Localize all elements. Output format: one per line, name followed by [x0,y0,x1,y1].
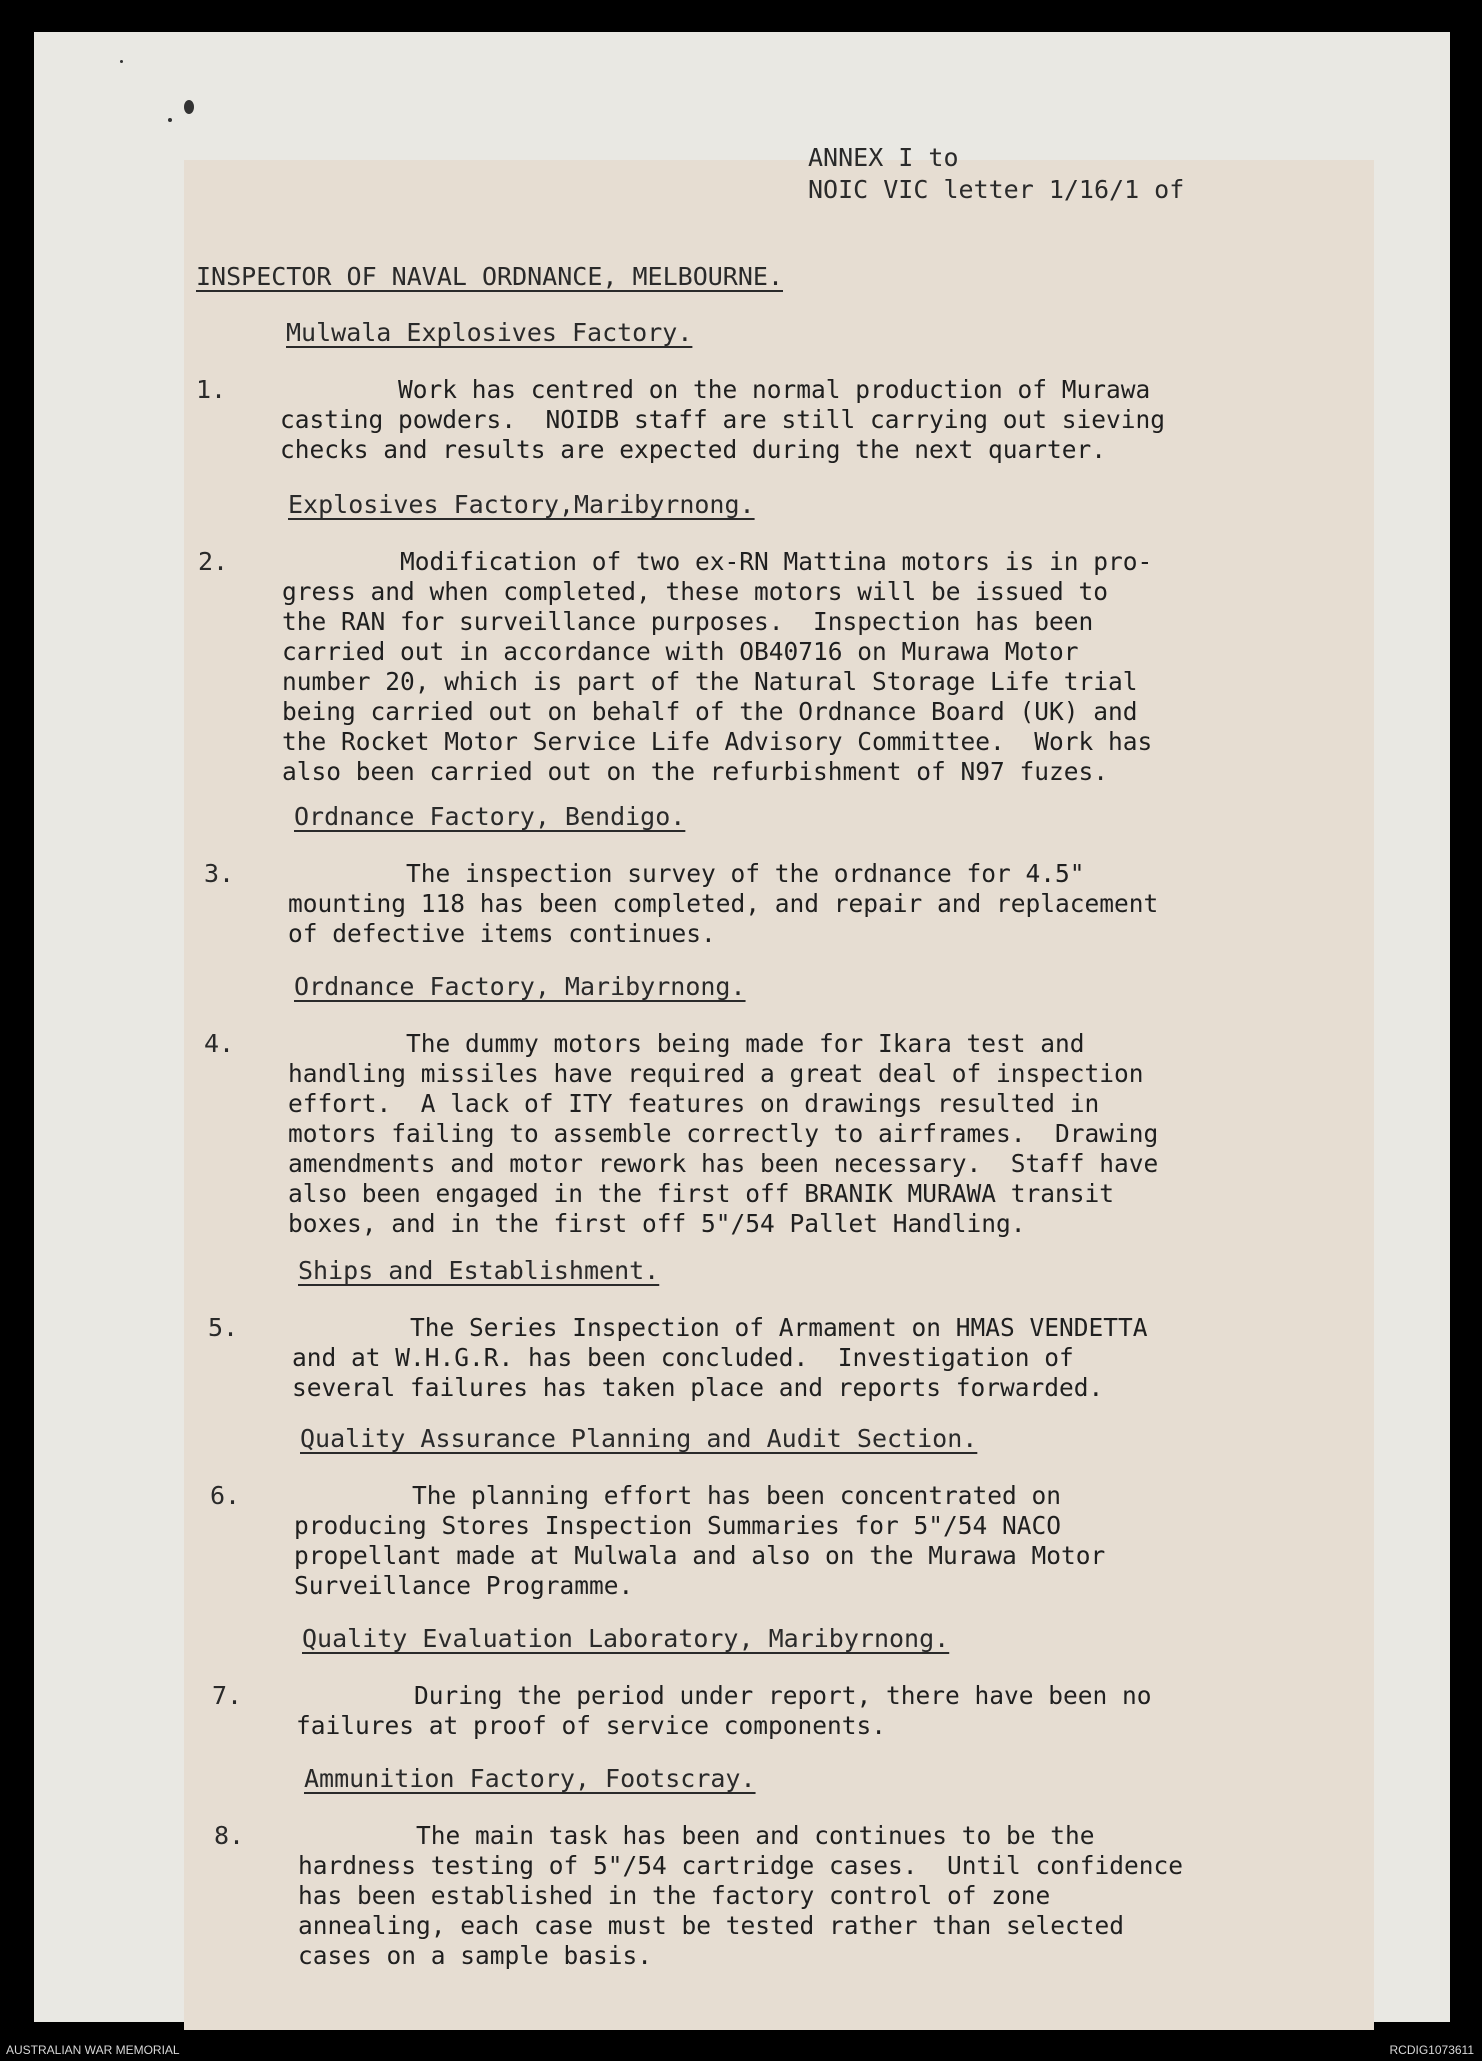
section-heading: Ordnance Factory, Maribyrnong. [294,972,746,1001]
footer-source: AUSTRALIAN WAR MEMORIAL [6,2043,180,2057]
section-heading: Ordnance Factory, Bendigo. [294,802,686,831]
paragraph-number: 2. [198,547,229,576]
paragraph-text: During the period under report, there have been no failures at proof of service components. [296,1681,1152,1740]
section-8 [214,1764,1364,1971]
section-1 [196,318,1346,465]
section-7 [212,1624,1362,1741]
section-5 [208,1256,1358,1403]
section-3 [204,802,1354,949]
section-heading: Quality Assurance Planning and Audit Section. [300,1424,978,1453]
annex-reference [808,142,1184,206]
section-2 [198,490,1348,787]
paragraph-text: The Series Inspection of Armament on HMAS VENDETTA and at W.H.G.R. has been concluded. Investigation of several failures has taken place and reports forwarded. [292,1313,1148,1402]
paragraph-number: 5. [208,1313,239,1342]
paragraph-number: 4. [204,1029,235,1058]
paragraph-text: The planning effort has been concentrated on producing Stores Inspection Summaries for 5"/54 NACO propellant made at Mulwala and also on the Murawa Motor Surveillance Programme. [294,1481,1106,1600]
section-6 [210,1424,1360,1601]
paragraph-text: Modification of two ex-RN Mattina motors is in pro- gress and when completed, these motors will be issued to the RAN for surveillance purposes. Inspection has been carried out in accordance with OB40716 on Murawa Motor number 20, which is part of the Natural Storage Life trial being carried out on behalf of the Ordnance Board (UK) and the Rocket Motor Service Life Advisory Committee. Work has also been carried out on the refurbishment of N97 fuzes. [282,547,1153,786]
paragraph-text: Work has centred on the normal production of Murawa casting powders. NOIDB staff are still carrying out sieving checks and results are expected during the next quarter. [280,375,1166,464]
paragraph-number: 7. [212,1681,243,1710]
section-heading: Ships and Establishment. [298,1256,660,1285]
annex-line-1: ANNEX I to [808,143,959,172]
ink-speck [120,60,123,63]
paragraph-number: 1. [196,375,227,404]
paragraph-text: The main task has been and continues to be the hardness testing of 5"/54 cartridge cases. Until confidence has been established in the factory control of zone annealing, each case must be tested rather than selected cases on a sample basis. [298,1821,1184,1970]
footer-record-id: RCDIG1073611 [1389,2043,1474,2057]
section-heading: Explosives Factory,Maribyrnong. [288,490,755,519]
section-heading: Quality Evaluation Laboratory, Maribyrnong. [302,1624,950,1653]
paragraph-number: 6. [210,1481,241,1510]
paragraph-number: 8. [214,1821,245,1850]
ink-speck [168,118,172,122]
paragraph-number: 3. [204,859,235,888]
section-4 [204,972,1354,1239]
ink-speck [184,100,194,114]
section-heading: Mulwala Explosives Factory. [286,318,693,347]
paragraph-text: The inspection survey of the ordnance for 4.5" mounting 118 has been completed, and repair and replacement of defective items continues. [288,859,1159,948]
paragraph-text: The dummy motors being made for Ikara test and handling missiles have required a great deal of inspection effort. A lack of ITY features on drawings resulted in motors failing to assemble correctly to airframes. Drawing amendments and motor rework has been necessary. Staff have also been engaged in the first off BRANIK MURAWA transit boxes, and in the first off 5"/54 Pallet Handling. [288,1029,1159,1238]
section-heading: Ammunition Factory, Footscray. [304,1764,756,1793]
page-title: INSPECTOR OF NAVAL ORDNANCE, MELBOURNE. [196,262,783,291]
annex-line-2: NOIC VIC letter 1/16/1 of [808,175,1185,204]
